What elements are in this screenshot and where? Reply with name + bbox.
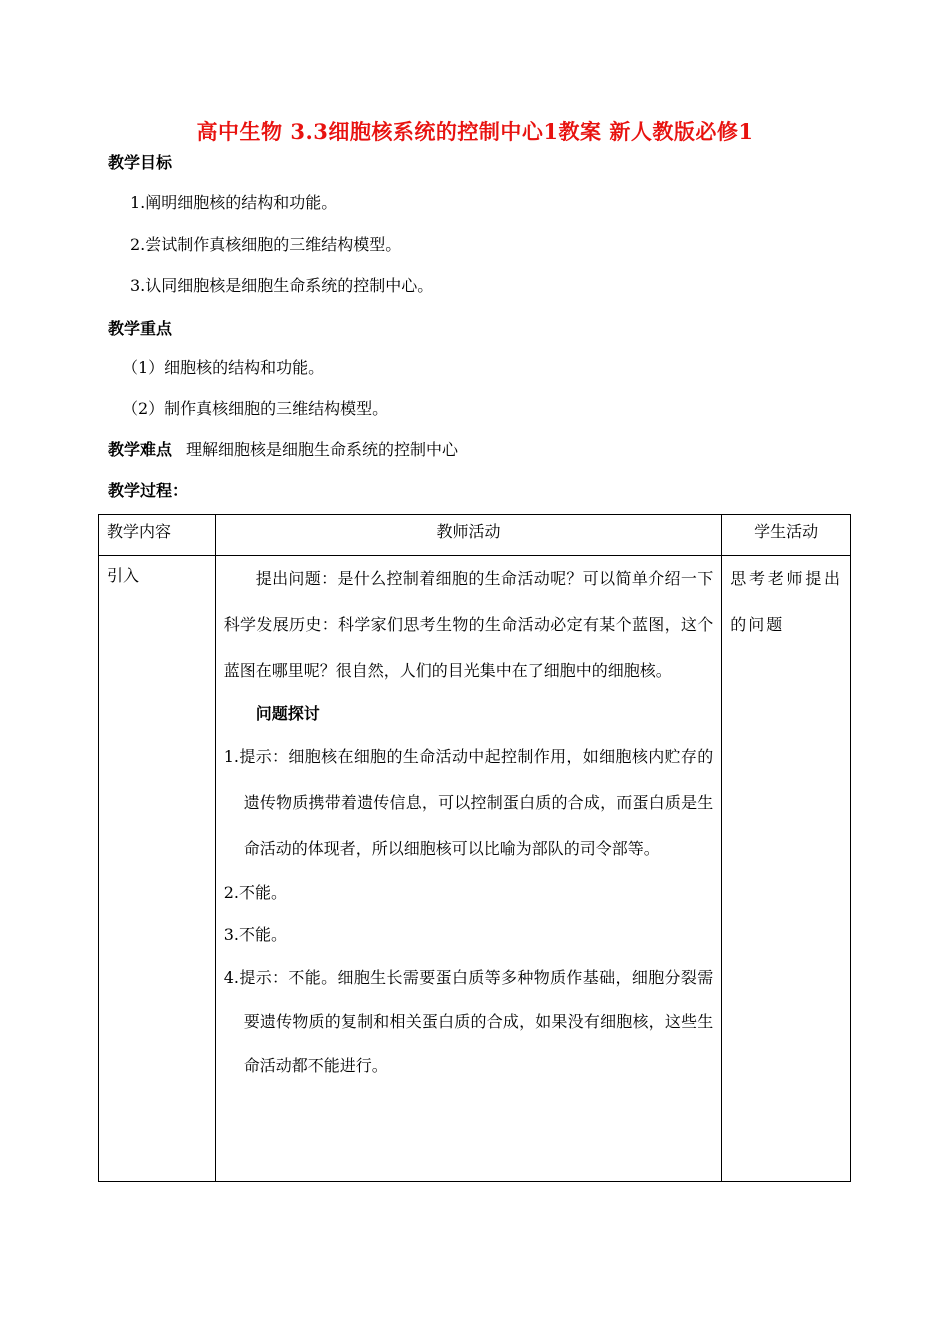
answer-item: 1.提示：细胞核在细胞的生命活动中起控制作用，如细胞核内贮存的遗传物质携带着遗传信息，可以控制蛋白质的合成，而蛋白质是生命活动的体现者，所以细胞核可以比喻为部队的司令部等。 <box>223 747 714 858</box>
objective-item: 3.认同细胞核是细胞生命系统的控制中心。 <box>130 276 434 295</box>
objective-item: 2.尝试制作真核细胞的三维结构模型。 <box>130 235 402 254</box>
row-content-label: 引入 <box>107 566 140 585</box>
page-title: 高中生物 3.3细胞核系统的控制中心1教案 新人教版必修1 <box>196 119 754 144</box>
key-point-item: （1）细胞核的结构和功能。 <box>122 358 325 377</box>
row-content-cell <box>99 556 216 1182</box>
process-table <box>98 514 851 1182</box>
answer-item: 3.不能。 <box>223 925 287 944</box>
header-cell-student: 学生活动 <box>722 515 851 556</box>
discussion-heading: 问题探讨 <box>255 704 320 723</box>
answer-item: 4.提示：不能。细胞生长需要蛋白质等多种物质作基础，细胞分裂需要遗传物质的复制和相关蛋白质的合成，如果没有细胞核，这些生命活动都不能进行。 <box>223 968 714 1075</box>
key-point-item: （2）制作真核细胞的三维结构模型。 <box>122 399 389 418</box>
table-header-row <box>99 515 851 556</box>
objective-item: 1.阐明细胞核的结构和功能。 <box>130 193 338 212</box>
header-cell-content: 教学内容 <box>99 515 216 556</box>
difficulty-heading: 教学难点 <box>108 440 173 459</box>
table-row <box>99 556 851 1182</box>
objectives-heading: 教学目标 <box>108 153 173 172</box>
row-teacher-cell <box>215 556 722 1182</box>
header-cell-teacher: 教师活动 <box>215 515 722 556</box>
difficulty-row <box>108 437 458 460</box>
difficulty-text: 理解细胞核是细胞生命系统的控制中心 <box>186 440 459 459</box>
teacher-intro-paragraph: 提出问题：是什么控制着细胞的生命活动呢？可以简单介绍一下科学发展历史：科学家们思考生物的生命活动必定有某个蓝图，这个蓝图在哪里呢？很自然，人们的目光集中在了细胞中的细胞核。 <box>223 569 714 680</box>
row-student-cell <box>722 556 851 1182</box>
process-heading: 教学过程： <box>108 481 189 500</box>
student-activity-text: 思考老师提出的问题 <box>730 569 842 634</box>
key-points-heading: 教学重点 <box>108 319 173 338</box>
answer-item: 2.不能。 <box>223 883 287 902</box>
